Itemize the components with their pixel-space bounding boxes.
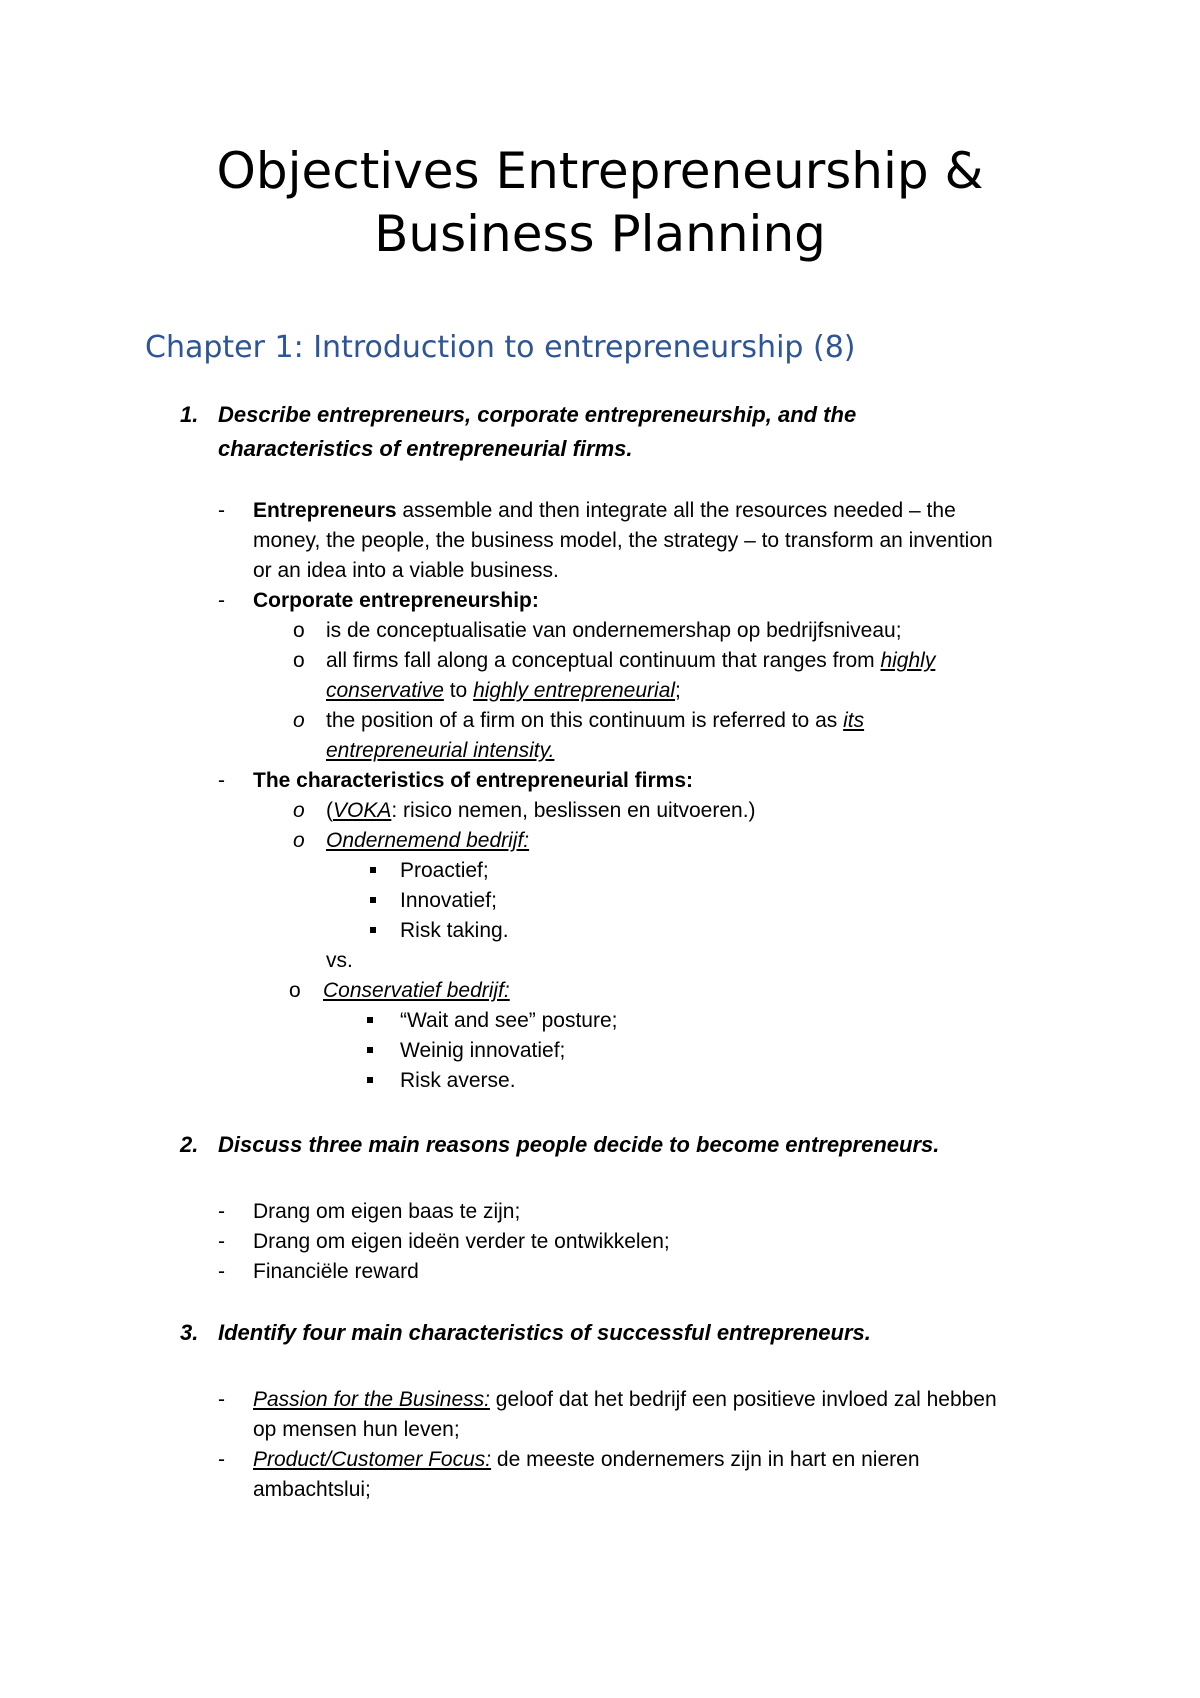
dash-bullet: -	[218, 1260, 225, 1283]
sub-heading: Conservatief bedrijf:	[323, 979, 510, 1002]
dash-bullet: -	[218, 499, 225, 522]
sub-item-continued	[326, 676, 681, 706]
question-1	[180, 398, 998, 466]
dash-bullet: -	[218, 589, 225, 612]
sub-sub-item: Proactief;	[400, 859, 489, 882]
question-text: Describe entrepreneurs, corporate entrepreneurship, and the characteristics of entrepreneurial firms.	[218, 402, 857, 461]
circle-bullet: o	[293, 799, 305, 822]
question-number: 3.	[180, 1320, 199, 1345]
dash-bullet: -	[218, 769, 225, 792]
chapter-heading: Chapter 1: Introduction to entrepreneurship (8)	[145, 330, 856, 365]
list-item: Drang om eigen baas te zijn;	[253, 1200, 521, 1223]
title-line-2: Business Planning	[374, 205, 826, 263]
circle-bullet: o	[289, 979, 301, 1002]
sub-item	[326, 646, 935, 676]
dash-bullet: -	[218, 1388, 225, 1411]
item-text: ;	[675, 679, 681, 702]
item-text: all firms fall along a conceptual continuum that ranges from	[326, 649, 881, 672]
item-text: op mensen hun leven;	[253, 1418, 460, 1441]
circle-bullet: o	[293, 709, 305, 732]
sub-sub-item: Weinig innovatief;	[400, 1039, 566, 1062]
list-item	[253, 496, 956, 526]
item-text: assemble and then integrate all the resources needed – the	[396, 499, 956, 522]
emphasis: conservative	[326, 679, 444, 702]
emphasis: its	[843, 709, 865, 732]
document-title	[0, 140, 1200, 266]
question-2	[180, 1128, 998, 1162]
item-text: de meeste ondernemers zijn in hart en nieren	[491, 1448, 920, 1471]
item-text: : risico nemen, beslissen en uitvoeren.)	[391, 799, 756, 822]
list-item-heading: Corporate entrepreneurship:	[253, 589, 539, 612]
square-bullet	[367, 1047, 373, 1053]
question-text: Discuss three main reasons people decide to become entrepreneurs.	[218, 1132, 940, 1157]
emphasis: Passion for the Business:	[253, 1388, 490, 1411]
sub-item: is de conceptualisatie van ondernemershap op bedrijfsniveau;	[326, 619, 902, 642]
emphasis: highly entrepreneurial	[473, 679, 676, 702]
question-text: Identify four main characteristics of successful entrepreneurs.	[218, 1320, 871, 1345]
dash-bullet: -	[218, 1200, 225, 1223]
question-3	[180, 1316, 998, 1350]
emphasis: highly	[880, 649, 936, 672]
circle-bullet: o	[293, 619, 305, 642]
emphasis: VOKA	[333, 799, 392, 822]
list-item: Financiële reward	[253, 1260, 419, 1283]
term: Entrepreneurs	[253, 499, 397, 522]
sub-heading: Ondernemend bedrijf:	[326, 829, 530, 852]
item-text: (	[326, 799, 333, 822]
question-number: 1.	[180, 402, 199, 427]
circle-bullet: o	[293, 829, 305, 852]
item-text: or an idea into a viable business.	[253, 559, 559, 582]
list-item	[253, 1385, 997, 1415]
sub-sub-item: Innovatief;	[400, 889, 497, 912]
emphasis: entrepreneurial intensity.	[326, 739, 555, 762]
item-text: to	[443, 679, 474, 702]
square-bullet	[370, 867, 376, 873]
title-line-1: Objectives Entrepreneurship &	[216, 142, 984, 200]
emphasis: Product/Customer Focus:	[253, 1448, 492, 1471]
question-number: 2.	[180, 1132, 199, 1157]
square-bullet	[370, 927, 376, 933]
dash-bullet: -	[218, 1230, 225, 1253]
item-text: money, the people, the business model, the strategy – to transform an invention	[253, 529, 993, 552]
sub-item	[326, 706, 864, 736]
circle-bullet: o	[293, 649, 305, 672]
item-text: geloof dat het bedrijf een positieve invloed zal hebben	[489, 1388, 997, 1411]
square-bullet	[367, 1017, 373, 1023]
list-item: Drang om eigen ideën verder te ontwikkelen;	[253, 1230, 670, 1253]
vs-text: vs.	[326, 949, 353, 972]
sub-sub-item: Risk averse.	[400, 1069, 516, 1092]
square-bullet	[367, 1077, 373, 1083]
square-bullet	[370, 897, 376, 903]
item-text: ambachtslui;	[253, 1478, 371, 1501]
list-item	[253, 1445, 920, 1475]
sub-sub-item: Risk taking.	[400, 919, 509, 942]
dash-bullet: -	[218, 1448, 225, 1471]
sub-sub-item: “Wait and see” posture;	[400, 1009, 618, 1032]
sub-item	[326, 796, 756, 826]
list-item-heading: The characteristics of entrepreneurial firms:	[253, 769, 693, 792]
item-text: the position of a firm on this continuum is referred to as	[326, 709, 844, 732]
